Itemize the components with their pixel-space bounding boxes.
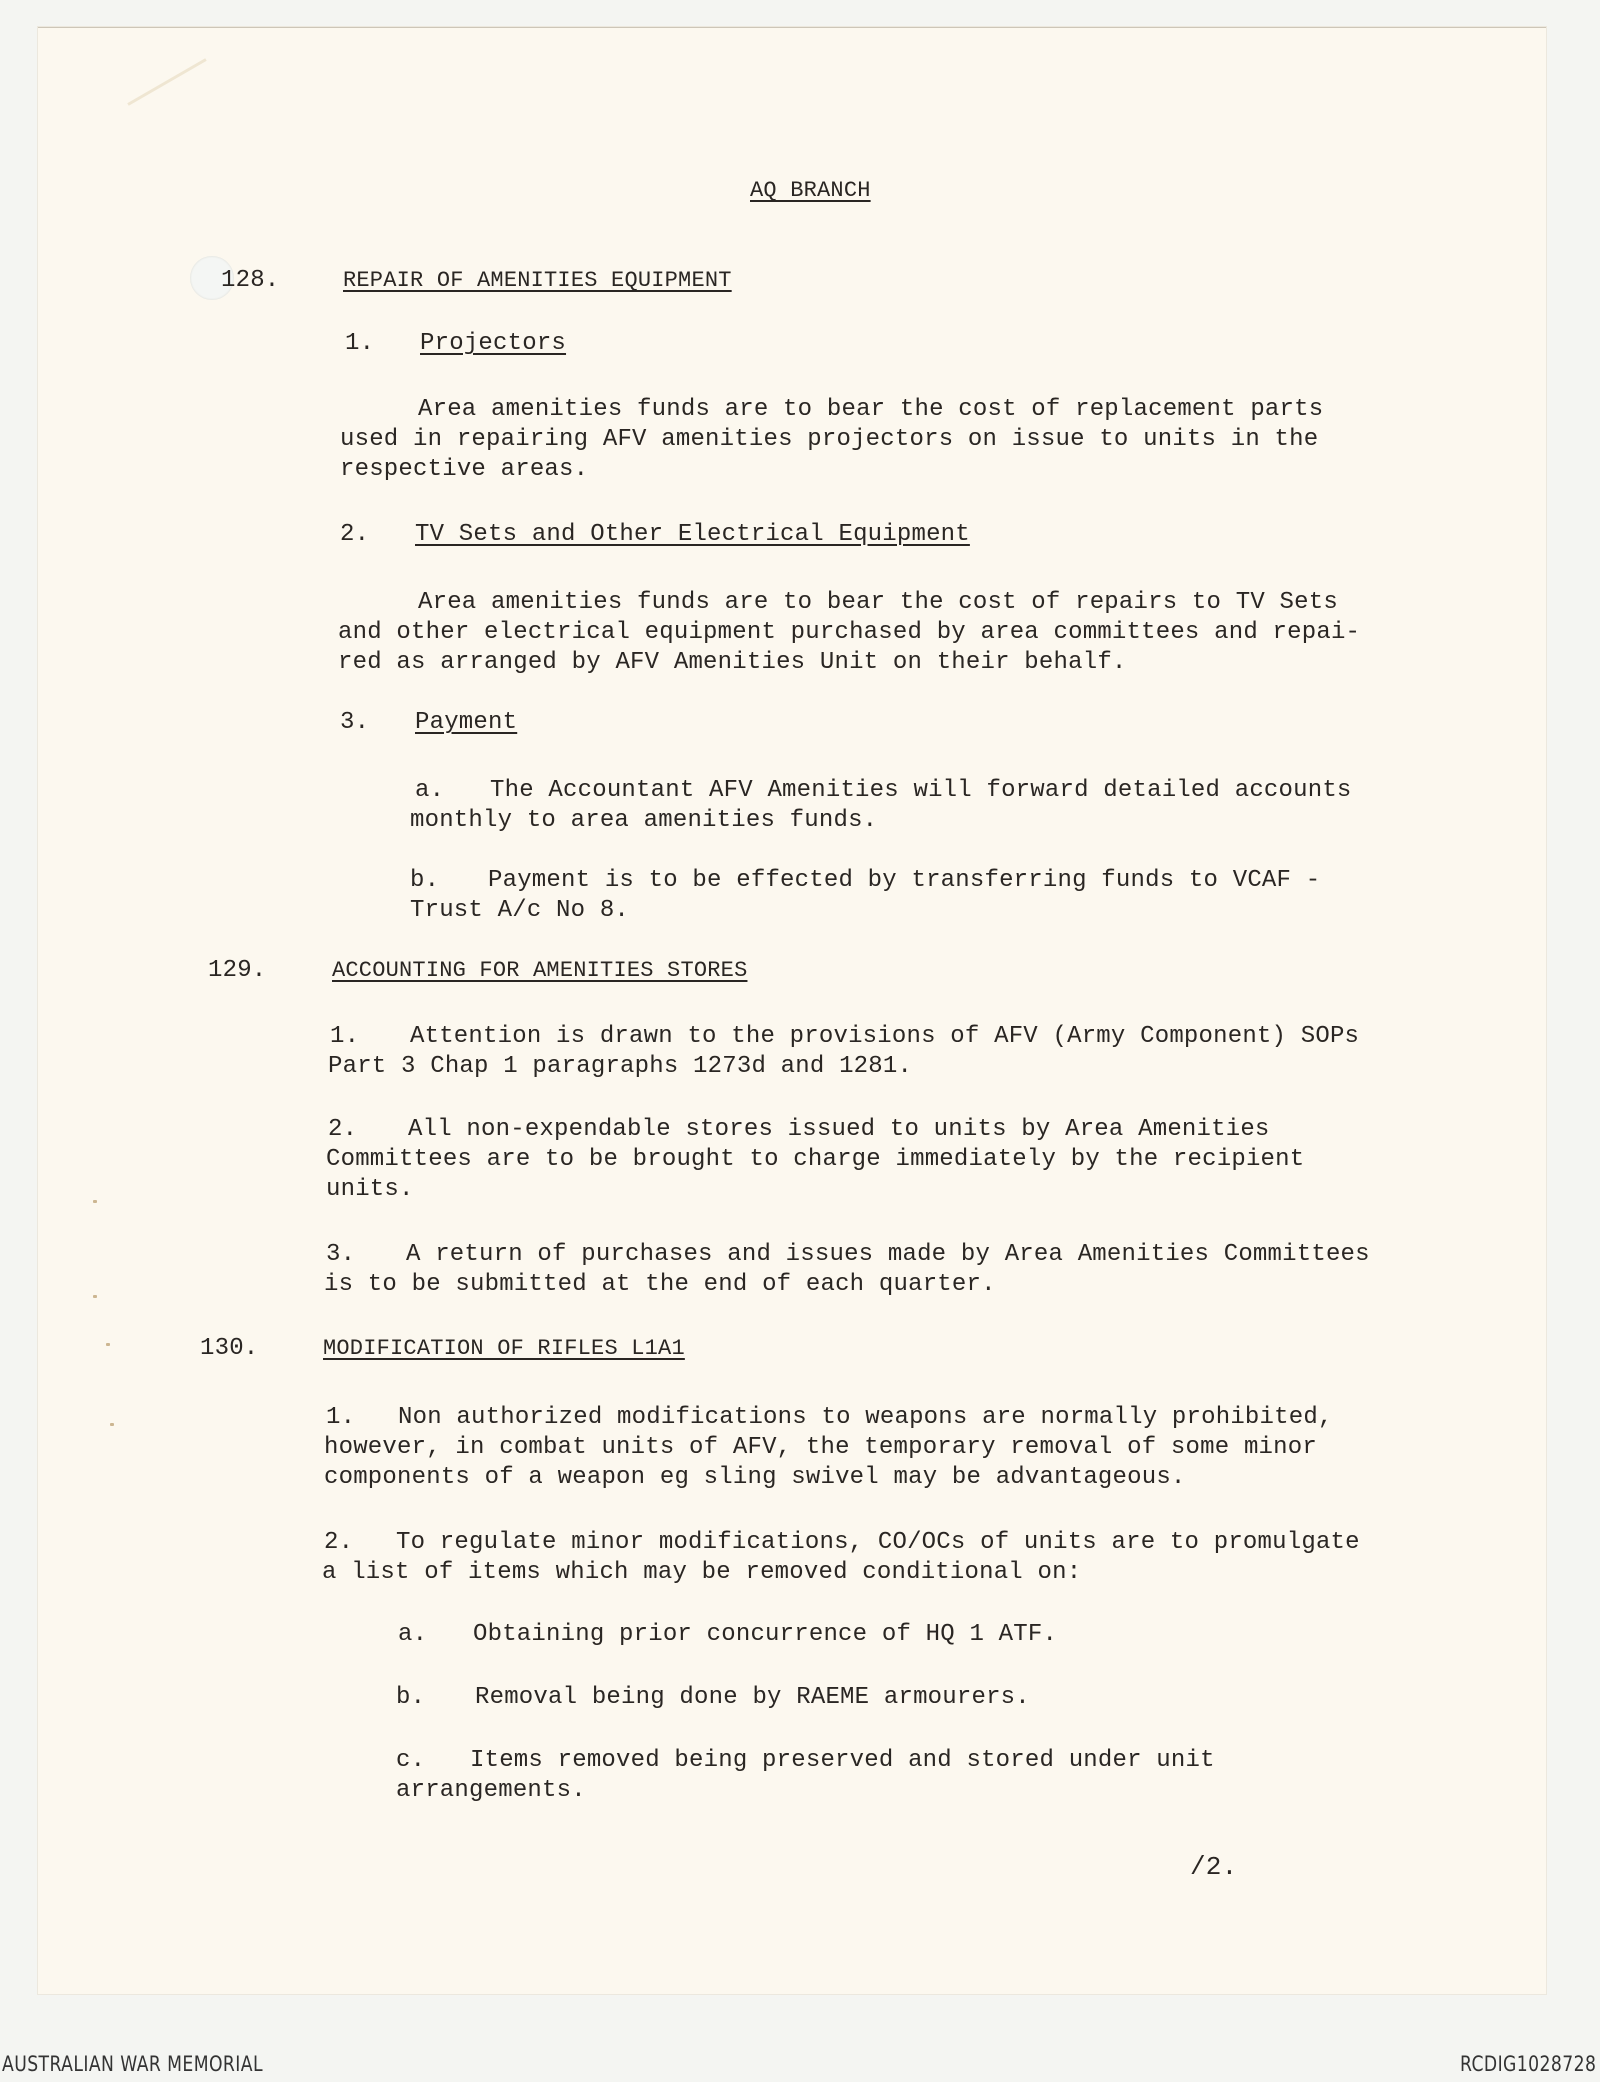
paragraph-line: arrangements.	[396, 1777, 586, 1804]
paragraph-line: a list of items which may be removed conditional on:	[322, 1559, 1082, 1586]
section-number: 128.	[221, 267, 280, 294]
paper-speck	[106, 1343, 110, 1346]
item-number: 2.	[324, 1529, 354, 1556]
page-continuation: /2.	[1190, 1852, 1238, 1882]
paragraph-line: used in repairing AFV amenities projectors on issue to units in the	[340, 426, 1319, 453]
paragraph-line: is to be submitted at the end of each quarter.	[324, 1271, 996, 1298]
paragraph-line: Committees are to be brought to charge immediately by the recipient	[326, 1146, 1305, 1173]
section-title: REPAIR OF AMENITIES EQUIPMENT	[343, 268, 732, 293]
paragraph-line: Part 3 Chap 1 paragraphs 1273d and 1281.	[328, 1053, 913, 1080]
paragraph-line: Area amenities funds are to bear the cost of replacement parts	[418, 396, 1324, 423]
paragraph-line: Trust A/c No 8.	[410, 897, 630, 924]
paragraph-line: monthly to area amenities funds.	[410, 807, 878, 834]
paragraph-line: respective areas.	[340, 456, 589, 483]
subitem-letter: b.	[396, 1684, 426, 1711]
paper-speck	[93, 1295, 97, 1298]
paragraph-line: The Accountant AFV Amenities will forward detailed accounts	[490, 777, 1352, 804]
paragraph-line: Removal being done by RAEME armourers.	[475, 1684, 1030, 1711]
item-number: 3.	[340, 709, 370, 736]
paragraph-line: units.	[326, 1176, 414, 1203]
paragraph-line: Items removed being preserved and stored under unit	[470, 1747, 1215, 1774]
paragraph-line: All non-expendable stores issued to units by Area Amenities	[408, 1116, 1270, 1143]
branch-title: AQ BRANCH	[750, 178, 871, 203]
paragraph-line: however, in combat units of AFV, the temporary removal of some minor	[324, 1434, 1317, 1461]
paragraph-line: Area amenities funds are to bear the cost of repairs to TV Sets	[418, 589, 1338, 616]
subitem-letter: a.	[398, 1621, 428, 1648]
item-number: 2.	[328, 1116, 358, 1143]
item-heading: TV Sets and Other Electrical Equipment	[415, 521, 970, 548]
subitem-letter: a.	[415, 777, 445, 804]
item-heading: Projectors	[420, 330, 567, 357]
paragraph-line: components of a weapon eg sling swivel may be advantageous.	[324, 1464, 1186, 1491]
record-id: RCDIG1028728	[1459, 2052, 1596, 2076]
paper-stain	[127, 58, 206, 106]
archive-name: AUSTRALIAN WAR MEMORIAL	[2, 2052, 263, 2076]
section-number: 130.	[200, 1335, 259, 1362]
item-heading: Payment	[415, 709, 518, 736]
paragraph-line: Attention is drawn to the provisions of AFV (Army Component) SOPs	[410, 1023, 1360, 1050]
item-number: 1.	[345, 330, 375, 357]
section-title: ACCOUNTING FOR AMENITIES STORES	[332, 958, 748, 983]
item-number: 3.	[326, 1241, 356, 1268]
paper-speck	[110, 1423, 114, 1426]
paragraph-line: and other electrical equipment purchased by area committees and repai-	[338, 619, 1361, 646]
subitem-letter: c.	[396, 1747, 426, 1774]
paper-speck	[93, 1200, 97, 1203]
paragraph-line: red as arranged by AFV Amenities Unit on their behalf.	[338, 649, 1127, 676]
item-number: 1.	[330, 1023, 360, 1050]
paragraph-line: Obtaining prior concurrence of HQ 1 ATF.	[473, 1621, 1058, 1648]
section-title: MODIFICATION OF RIFLES L1A1	[323, 1336, 685, 1361]
paragraph-line: To regulate minor modifications, CO/OCs of units are to promulgate	[396, 1529, 1360, 1556]
paragraph-line: Payment is to be effected by transferring funds to VCAF -	[488, 867, 1321, 894]
paragraph-line: A return of purchases and issues made by Area Amenities Committees	[406, 1241, 1370, 1268]
item-number: 2.	[340, 521, 370, 548]
subitem-letter: b.	[410, 867, 440, 894]
item-number: 1.	[326, 1404, 356, 1431]
section-number: 129.	[208, 957, 267, 984]
paragraph-line: Non authorized modifications to weapons are normally prohibited,	[398, 1404, 1333, 1431]
